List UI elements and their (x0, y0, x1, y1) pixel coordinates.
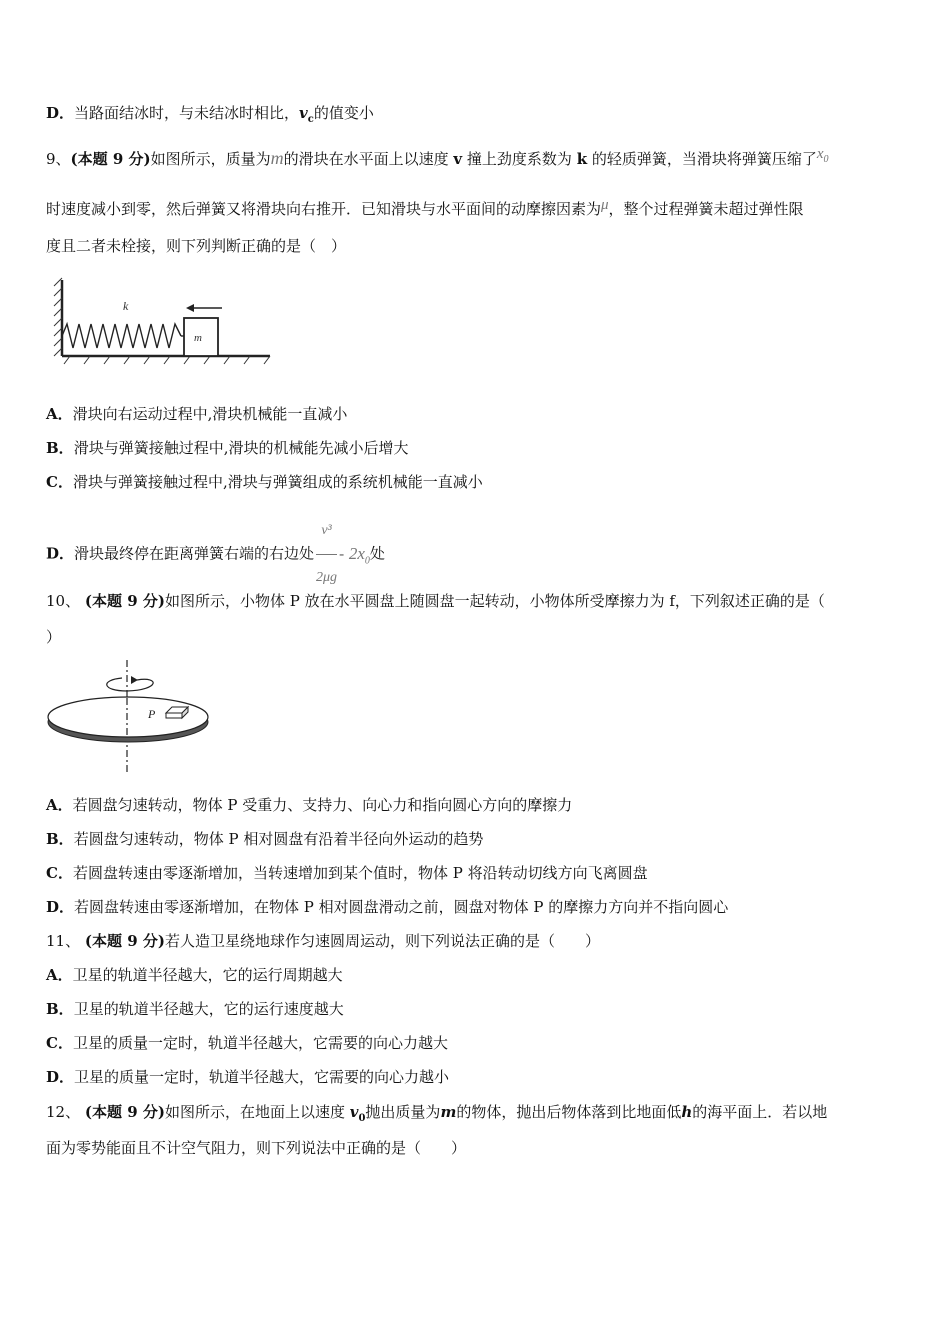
stem-text: ） (46, 628, 62, 646)
option-label: D． (46, 544, 75, 563)
stem-text: 若人造卫星绕地球作匀速圆周运动，则下列说法正确的是（ ） (164, 932, 600, 950)
option-label: D． (46, 1068, 75, 1086)
option-text: 若圆盘匀速转动，物体 P 相对圆盘有沿着半径向外运动的趋势 (73, 830, 484, 848)
option-text-end: 的值变小 (313, 104, 374, 122)
stem-text: 的海平面上．若以地 (692, 1103, 828, 1121)
rotating-disk-figure (42, 658, 222, 776)
question-tag: (本题 9 分) (70, 150, 151, 168)
velocity-sub: c (307, 114, 314, 125)
option-label: C． (46, 1034, 73, 1052)
initial-velocity-var: v (349, 1103, 359, 1121)
option-text-end: 处 (369, 544, 385, 563)
q9-option-c (46, 472, 483, 492)
stem-text: ，整个过程弹簧未超过弹性限 (608, 200, 804, 218)
option-text: 卫星的轨道半径越大，它的运行速度越大 (73, 1000, 344, 1018)
q10-stem-line2 (46, 627, 61, 647)
friction-coefficient-symbol: μ (601, 197, 609, 213)
two-x-var: 2x (348, 543, 365, 563)
option-text: 若圆盘匀速转动，物体 P 受重力、支持力、向心力和指向圆心方向的摩擦力 (72, 796, 573, 814)
option-label: A． (46, 966, 73, 984)
q10-stem-line1 (46, 591, 825, 611)
q8-option-d (46, 103, 374, 130)
disk-top (48, 697, 208, 737)
stem-text: 的物体，抛出后物体落到比地面低 (456, 1103, 682, 1121)
q11-option-c (46, 1033, 448, 1053)
fraction-numerator: v³ (316, 508, 337, 555)
object-label: P (148, 707, 156, 721)
stem-text: 时速度减小到零，然后弹簧又将滑块向右推开．已知滑块与水平面间的动摩擦因素为 (46, 200, 602, 218)
option-label: B． (46, 1000, 74, 1018)
x-var: x (816, 146, 824, 162)
question-number: 9、 (46, 150, 71, 168)
option-label: D． (46, 898, 75, 916)
question-number: 12、 (46, 1103, 81, 1121)
q12-stem-line1 (46, 1102, 827, 1129)
q11-option-b (46, 999, 344, 1019)
option-text: 卫星的轨道半径越大，它的运行周期越大 (72, 966, 343, 984)
option-text: 滑块与弹簧接触过程中,滑块与弹簧组成的系统机械能一直减小 (72, 473, 483, 491)
rotation-arrow (107, 678, 153, 691)
initial-velocity-sub: 0 (358, 1113, 366, 1124)
option-text: 滑块向右运动过程中,滑块机械能一直减小 (72, 405, 348, 423)
option-label: B． (46, 830, 74, 848)
fraction-denominator: 2μg (316, 570, 338, 585)
q11-option-a (46, 965, 343, 985)
q9-stem-line2 (46, 199, 804, 220)
q10-option-d (46, 897, 728, 917)
spring-constant-symbol: k (576, 150, 588, 168)
question-tag: (本题 9 分) (84, 592, 165, 610)
fraction (316, 508, 337, 601)
option-text: 滑块与弹簧接触过程中,滑块的机械能先减小后增大 (73, 439, 409, 457)
q12-stem-line2 (46, 1138, 466, 1158)
velocity-symbol: v (453, 150, 463, 168)
q9-stem-line1 (46, 148, 829, 176)
q9-option-b (46, 438, 408, 458)
minus-sign: - (339, 546, 345, 563)
q9-stem-line3 (46, 236, 346, 256)
option-label: D． (46, 104, 75, 122)
spring (62, 324, 181, 348)
q10-option-b (46, 829, 483, 849)
arrow-head (186, 304, 194, 312)
rotation-arrow-head (131, 676, 138, 684)
option-text: 滑块最终停在距离弹簧右端的右边处 (74, 544, 315, 563)
option-text: 卫星的质量一定时，轨道半径越大，它需要的向心力越小 (74, 1068, 450, 1086)
stem-text: 如图所示，质量为 (150, 150, 271, 168)
option-label: C． (46, 864, 73, 882)
option-text: 卫星的质量一定时，轨道半径越大，它需要的向心力越大 (72, 1034, 448, 1052)
q10-option-a (46, 795, 572, 815)
option-text: 当路面结冰时，与未结冰时相比， (74, 104, 300, 122)
stem-text: 如图所示，在地面上以速度 (164, 1103, 350, 1121)
velocity-var: v (299, 104, 308, 122)
question-number: 10、 (46, 592, 81, 610)
q10-option-c (46, 863, 648, 883)
stem-text: 撞上劲度系数为 (462, 150, 577, 168)
option-label: A． (46, 405, 73, 423)
mass-symbol: m (270, 148, 284, 168)
stem-text: 如图所示，小物体 P 放在水平圆盘上随圆盘一起转动，小物体所受摩擦力为 f，下列叙述正确的是（ (164, 592, 825, 610)
q9-option-a (46, 404, 347, 424)
spring-block-figure (50, 276, 275, 366)
stem-text: 度且二者未栓接，则下列判断正确的是（ ） (46, 237, 347, 255)
option-label: C． (46, 473, 73, 491)
x-sub: 0 (823, 154, 829, 165)
stem-text: 的滑块在水平面上以速度 (283, 150, 454, 168)
stem-text: 抛出质量为 (365, 1103, 441, 1121)
stem-text: 的轻质弹簧，当滑块将弹簧压缩了 (587, 150, 817, 168)
option-label: A． (46, 796, 73, 814)
two-x-sub: 0 (364, 554, 370, 566)
block-label: m (194, 332, 202, 344)
question-tag: (本题 9 分) (84, 932, 165, 950)
option-text: 若圆盘转速由零逐渐增加，当转速增加到某个值时，物体 P 将沿转动切线方向飞离圆盘 (72, 864, 648, 882)
compression-symbol (816, 146, 829, 165)
question-tag: (本题 9 分) (84, 1103, 165, 1121)
question-number: 11、 (46, 932, 81, 950)
spring-label: k (123, 299, 129, 313)
stem-text: 面为零势能面且不计空气阻力，则下列说法中正确的是（ ） (46, 1139, 467, 1157)
two-x0 (348, 543, 370, 566)
object-p-front (166, 713, 182, 718)
mass-var: m (440, 1103, 457, 1121)
q11-stem (46, 931, 600, 951)
height-var: h (681, 1103, 693, 1121)
option-text: 若圆盘转速由零逐渐增加，在物体 P 相对圆盘滑动之前，圆盘对物体 P 的摩擦力方向并不指向圆心 (74, 898, 729, 916)
option-label: B． (46, 439, 74, 457)
q11-option-d (46, 1067, 449, 1087)
